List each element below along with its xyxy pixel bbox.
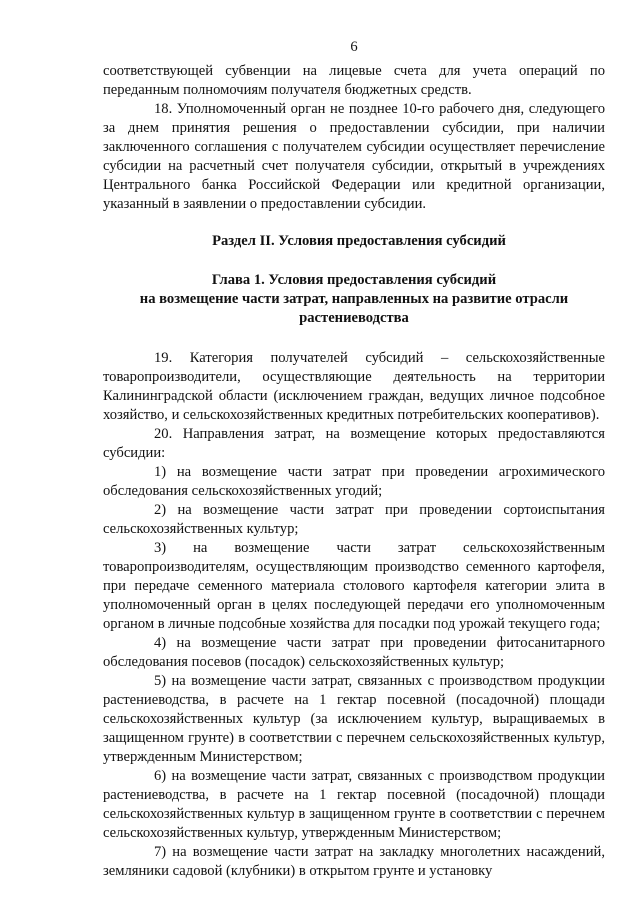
chapter-title-line-1: Глава 1. Условия предоставления субсидий (211, 272, 497, 288)
list-item-5: 5) на возмещение части затрат, связанных с производством продукции растениеводства, в расчете на 1 гектар посевной (посадочной) площади сельскохозяйственных культур (за исключением культур, выращиваемых в защищенном грунте) в соответствии с перечнем сельскохозяйственных культур, утвержденным Министерством; (103, 673, 605, 765)
chapter-title (103, 271, 605, 328)
paragraph-subvention-continuation: соответствующей субвенции на лицевые счета для учета операций по переданным полномочиям получателя бюджетных средств. (103, 63, 605, 98)
page-number: 6 (350, 39, 358, 55)
list-item-1: 1) на возмещение части затрат при проведении агрохимического обследования сельскохозяйственных угодий; (103, 464, 605, 499)
chapter-title-line-3: растениеводства (299, 310, 409, 326)
paragraph-19: 19. Категория получателей субсидий – сельскохозяйственные товаропроизводители, осуществляющие деятельность на территории Калининградской области (исключением граждан, ведущих личное подсобное хозяйство, и сельскохозяйственных кредитных потребительских кооперативов). (103, 350, 605, 423)
list-item-4: 4) на возмещение части затрат при проведении фитосанитарного обследования посевов (посадок) сельскохозяйственных культур; (103, 635, 605, 670)
section-title: Раздел II. Условия предоставления субсидий (212, 233, 506, 249)
list-item-2: 2) на возмещение части затрат при проведении сортоиспытания сельскохозяйственных культур; (103, 502, 605, 537)
list-item-6: 6) на возмещение части затрат, связанных с производством продукции растениеводства, в расчете на 1 гектар посевной (посадочной) площади сельскохозяйственных культур в защищенном грунте в соответствии с перечнем сельскохозяйственных культур, утвержденным Министерством; (103, 768, 605, 841)
document-page (103, 38, 605, 881)
list-item-7: 7) на возмещение части затрат на закладку многолетних насаждений, земляники садовой (клубники) в открытом грунте и установку (103, 844, 605, 879)
paragraph-18: 18. Уполномоченный орган не позднее 10-го рабочего дня, следующего за днем принятия решения о предоставлении субсидии, при наличии заключенного соглашения с получателем субсидии осуществляет перечисление субсидии на расчетный счет получателя субсидии, открытый в учреждениях Центрального банка Российской Федерации или кредитной организации, указанный в заявлении о предоставлении субсидии. (103, 101, 605, 212)
list-item-3: 3) на возмещение части затрат сельскохозяйственным товаропроизводителям, осуществляющим производство семенного картофеля, при передаче семенного материала столового картофеля категории элита в уполномоченный орган в целях последующей передачи его уполномоченным органом в личные подсобные хозяйства для посадки под урожай текущего года; (103, 540, 605, 632)
chapter-title-line-2: на возмещение части затрат, направленных на развитие отрасли (139, 291, 569, 307)
paragraph-20: 20. Направления затрат, на возмещение которых предоставляются субсидии: (103, 426, 605, 461)
